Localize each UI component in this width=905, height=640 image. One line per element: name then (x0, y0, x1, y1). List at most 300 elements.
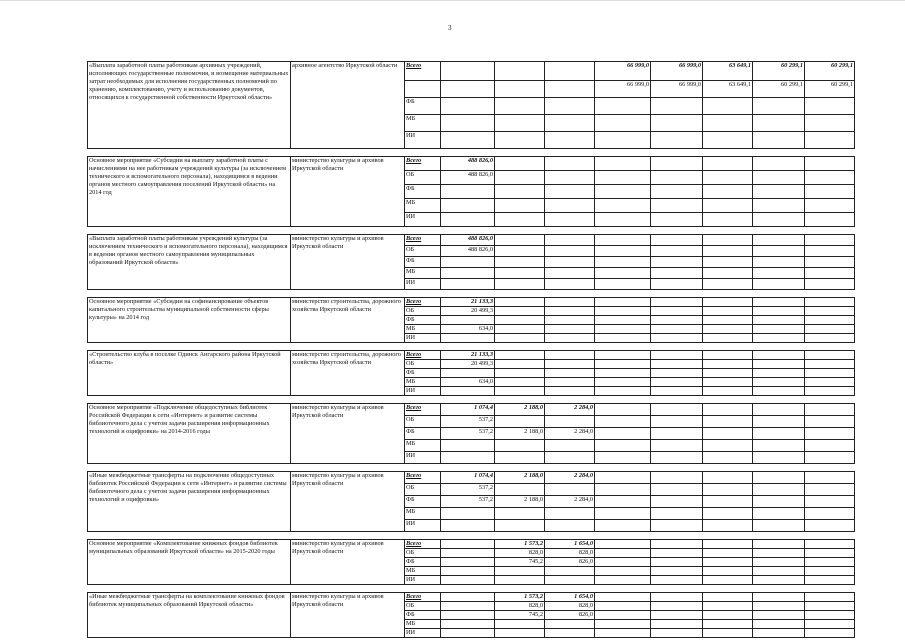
table-row (88, 62, 855, 81)
amount-cell (703, 171, 753, 185)
funding-source-label: ФБ (405, 316, 441, 325)
amount-cell (651, 416, 703, 428)
amount-cell (703, 378, 753, 387)
amount-cell (651, 520, 703, 532)
amount-cell: 537,2 (441, 496, 495, 508)
spacer-cell (805, 290, 855, 298)
amount-cell (805, 279, 855, 290)
amount-cell (753, 279, 805, 290)
funding-source-label: ФБ (405, 257, 441, 268)
amount-cell (545, 620, 595, 629)
amount-cell (595, 98, 651, 115)
amount-cell (651, 98, 703, 115)
amount-cell (703, 629, 753, 638)
amount-cell (703, 452, 753, 464)
amount-cell (545, 440, 595, 452)
amount-cell: 66 999,0 (595, 81, 651, 98)
amount-cell (703, 115, 753, 132)
amount-cell (545, 307, 595, 316)
amount-cell (441, 369, 495, 378)
amount-cell (651, 472, 703, 484)
amount-cell (703, 472, 753, 484)
table-row (88, 593, 855, 602)
amount-cell (651, 307, 703, 316)
spacer-cell (595, 290, 651, 298)
amount-cell (545, 334, 595, 343)
amount-cell (651, 404, 703, 416)
amount-cell (753, 268, 805, 279)
funding-source-label: Всего (405, 472, 441, 484)
amount-cell (441, 540, 495, 549)
spacer-cell (805, 464, 855, 472)
amount-cell (595, 246, 651, 257)
funding-source-label: Всего (405, 298, 441, 307)
amount-cell: 1 074,4 (441, 472, 495, 484)
amount-cell (595, 316, 651, 325)
amount-cell (595, 496, 651, 508)
funding-source-label: ИИ (405, 520, 441, 532)
amount-cell (495, 81, 545, 98)
amount-cell (495, 325, 545, 334)
amount-cell (805, 213, 855, 227)
funding-source-label: ФБ (405, 369, 441, 378)
amount-cell (651, 235, 703, 246)
funding-source-label: МБ (405, 567, 441, 576)
amount-cell (651, 185, 703, 199)
amount-cell (495, 576, 545, 585)
amount-cell (805, 369, 855, 378)
amount-cell: 828,0 (545, 549, 595, 558)
scan-edge (0, 0, 905, 1)
amount-cell: 1 654,0 (545, 540, 595, 549)
amount-cell: 60 299,1 (753, 81, 805, 98)
spacer-cell (88, 464, 291, 472)
group-spacer (88, 149, 855, 157)
amount-cell (595, 387, 651, 396)
amount-cell (441, 316, 495, 325)
amount-cell (545, 279, 595, 290)
amount-cell (651, 279, 703, 290)
amount-cell (495, 452, 545, 464)
spacer-cell (753, 396, 805, 404)
amount-cell (805, 508, 855, 520)
executor-name: министерство культуры и архивов Иркутской области (291, 235, 405, 290)
funding-source-label: МБ (405, 325, 441, 334)
amount-cell (441, 387, 495, 396)
amount-cell (753, 387, 805, 396)
table-row (88, 404, 855, 416)
spacer-cell (291, 532, 405, 540)
amount-cell (651, 540, 703, 549)
amount-cell (703, 213, 753, 227)
amount-cell (441, 199, 495, 213)
spacer-cell (545, 149, 595, 157)
funding-source-label: ИИ (405, 387, 441, 396)
amount-cell (495, 62, 545, 81)
amount-cell (545, 235, 595, 246)
table-row (88, 540, 855, 549)
amount-cell (595, 576, 651, 585)
spacer-cell (595, 227, 651, 235)
amount-cell: 488 826,0 (441, 235, 495, 246)
funding-source-label: ОБ (405, 602, 441, 611)
funding-source-label: ОБ (405, 416, 441, 428)
amount-cell (651, 298, 703, 307)
amount-cell: 745,2 (495, 558, 545, 567)
spacer-cell (405, 396, 441, 404)
spacer-cell (651, 396, 703, 404)
amount-cell (441, 132, 495, 149)
amount-cell (495, 351, 545, 360)
amount-cell (753, 369, 805, 378)
amount-cell: 826,0 (545, 611, 595, 620)
amount-cell (595, 171, 651, 185)
group-spacer (88, 290, 855, 298)
amount-cell (441, 558, 495, 567)
spacer-cell (753, 585, 805, 593)
amount-cell (545, 520, 595, 532)
spacer-cell (405, 343, 441, 351)
spacer-cell (595, 532, 651, 540)
amount-cell (703, 540, 753, 549)
amount-cell (651, 428, 703, 440)
amount-cell (753, 185, 805, 199)
amount-cell (805, 257, 855, 268)
funding-source-label: МБ (405, 620, 441, 629)
amount-cell (495, 98, 545, 115)
funding-source-label: ФБ (405, 611, 441, 620)
amount-cell (595, 360, 651, 369)
spacer-cell (441, 585, 495, 593)
amount-cell (595, 404, 651, 416)
amount-cell (805, 132, 855, 149)
amount-cell (595, 520, 651, 532)
amount-cell (441, 576, 495, 585)
amount-cell (495, 378, 545, 387)
amount-cell (595, 199, 651, 213)
amount-cell (805, 558, 855, 567)
spacer-cell (405, 532, 441, 540)
funding-source-label: МБ (405, 199, 441, 213)
spacer-cell (545, 585, 595, 593)
funding-source-label: ОБ (405, 171, 441, 185)
executor-name: архивное агентство Иркутской области (291, 62, 405, 149)
spacer-cell (291, 464, 405, 472)
spacer-cell (595, 343, 651, 351)
amount-cell (703, 428, 753, 440)
amount-cell (651, 611, 703, 620)
spacer-cell (595, 464, 651, 472)
amount-cell (753, 567, 805, 576)
amount-cell (441, 602, 495, 611)
amount-cell (595, 369, 651, 378)
amount-cell (805, 98, 855, 115)
spacer-cell (545, 290, 595, 298)
amount-cell (595, 508, 651, 520)
amount-cell (753, 611, 805, 620)
amount-cell (545, 157, 595, 171)
amount-cell: 2 284,0 (545, 496, 595, 508)
amount-cell (495, 213, 545, 227)
spacer-cell (88, 532, 291, 540)
spacer-cell (651, 290, 703, 298)
amount-cell (703, 404, 753, 416)
amount-cell (595, 440, 651, 452)
measure-name: Основное мероприятие «Подключение общедоступных библиотек Российской Федерации к сети «Интернет» и развитие системы библиотечного дела с учетом задачи расширения информационных технологий и оцифровки» на 2014-2016 годы (88, 404, 291, 464)
amount-cell: 63 649,1 (703, 62, 753, 81)
amount-cell (753, 360, 805, 369)
amount-cell (753, 351, 805, 360)
amount-cell (753, 629, 805, 638)
spacer-cell (88, 149, 291, 157)
spacer-cell (651, 464, 703, 472)
spacer-cell (753, 149, 805, 157)
funding-source-label (405, 81, 441, 98)
funding-source-label: Всего (405, 404, 441, 416)
amount-cell (703, 268, 753, 279)
spacer-cell (651, 532, 703, 540)
spacer-cell (405, 290, 441, 298)
spacer-cell (405, 464, 441, 472)
amount-cell (703, 369, 753, 378)
amount-cell: 21 133,3 (441, 298, 495, 307)
amount-cell (805, 620, 855, 629)
amount-cell (495, 567, 545, 576)
amount-cell (805, 307, 855, 316)
amount-cell (805, 115, 855, 132)
amount-cell (595, 257, 651, 268)
amount-cell (753, 115, 805, 132)
amount-cell (545, 132, 595, 149)
amount-cell (753, 620, 805, 629)
spacer-cell (753, 227, 805, 235)
funding-source-label: ФБ (405, 185, 441, 199)
spacer-cell (291, 343, 405, 351)
amount-cell (651, 558, 703, 567)
amount-cell (545, 629, 595, 638)
amount-cell (703, 593, 753, 602)
amount-cell (805, 593, 855, 602)
amount-cell (805, 404, 855, 416)
spacer-cell (805, 585, 855, 593)
amount-cell (703, 520, 753, 532)
spacer-cell (703, 290, 753, 298)
amount-cell (595, 213, 651, 227)
spacer-cell (495, 464, 545, 472)
spacer-cell (703, 396, 753, 404)
amount-cell (545, 115, 595, 132)
spacer-cell (595, 585, 651, 593)
amount-cell (441, 81, 495, 98)
amount-cell (753, 307, 805, 316)
amount-cell (651, 378, 703, 387)
amount-cell: 20 499,3 (441, 307, 495, 316)
amount-cell (753, 235, 805, 246)
amount-cell (703, 325, 753, 334)
amount-cell (703, 185, 753, 199)
table-row (88, 298, 855, 307)
funding-source-label: ИИ (405, 279, 441, 290)
amount-cell (545, 325, 595, 334)
amount-cell (545, 378, 595, 387)
amount-cell: 66 999,0 (651, 62, 703, 81)
amount-cell (651, 452, 703, 464)
spacer-cell (291, 585, 405, 593)
amount-cell (651, 199, 703, 213)
amount-cell: 745,2 (495, 611, 545, 620)
amount-cell (805, 472, 855, 484)
amount-cell (805, 235, 855, 246)
amount-cell: 1 074,4 (441, 404, 495, 416)
amount-cell (651, 157, 703, 171)
amount-cell (651, 602, 703, 611)
amount-cell: 60 299,1 (805, 62, 855, 81)
funding-source-label: Всего (405, 540, 441, 549)
amount-cell: 488 826,0 (441, 171, 495, 185)
amount-cell (753, 593, 805, 602)
amount-cell: 21 133,3 (441, 351, 495, 360)
executor-name: министерство строительства, дорожного хозяйства Иркутской области (291, 351, 405, 396)
amount-cell (495, 360, 545, 369)
amount-cell (441, 620, 495, 629)
funding-source-label: МБ (405, 268, 441, 279)
amount-cell: 634,0 (441, 325, 495, 334)
funding-source-label: Всего (405, 157, 441, 171)
amount-cell (753, 246, 805, 257)
funding-source-label: Всего (405, 235, 441, 246)
spacer-cell (88, 227, 291, 235)
amount-cell (703, 246, 753, 257)
group-spacer (88, 464, 855, 472)
amount-cell (545, 316, 595, 325)
amount-cell (441, 549, 495, 558)
executor-name: министерство культуры и архивов Иркутской области (291, 404, 405, 464)
amount-cell (651, 316, 703, 325)
amount-cell: 828,0 (495, 602, 545, 611)
amount-cell (651, 325, 703, 334)
table-row (88, 472, 855, 484)
amount-cell (651, 132, 703, 149)
amount-cell (651, 620, 703, 629)
amount-cell (753, 334, 805, 343)
amount-cell (753, 325, 805, 334)
amount-cell (495, 235, 545, 246)
amount-cell (703, 279, 753, 290)
funding-source-label: ИИ (405, 452, 441, 464)
spacer-cell (495, 227, 545, 235)
amount-cell (441, 279, 495, 290)
amount-cell (805, 549, 855, 558)
measure-name: «Выплата заработной платы работникам архивных учреждений, исполняющих государственные полномочия, и возмещение материальных затрат необходимых для исполнения государственных полномочий по хранению, комплектованию, учету и использованию документов, относящихся к государственной собственности Иркутской области» (88, 62, 291, 149)
group-spacer (88, 532, 855, 540)
spacer-cell (805, 227, 855, 235)
amount-cell (595, 620, 651, 629)
spacer-cell (753, 464, 805, 472)
funding-source-label: ФБ (405, 428, 441, 440)
amount-cell (595, 629, 651, 638)
amount-cell (703, 235, 753, 246)
amount-cell (545, 298, 595, 307)
amount-cell (805, 629, 855, 638)
spacer-cell (495, 290, 545, 298)
amount-cell (651, 387, 703, 396)
amount-cell (545, 268, 595, 279)
amount-cell (805, 378, 855, 387)
amount-cell (651, 246, 703, 257)
spacer-cell (291, 149, 405, 157)
amount-cell (753, 496, 805, 508)
amount-cell (595, 540, 651, 549)
spacer-cell (545, 532, 595, 540)
amount-cell (805, 611, 855, 620)
amount-cell (595, 549, 651, 558)
amount-cell (805, 520, 855, 532)
amount-cell (703, 508, 753, 520)
amount-cell (441, 611, 495, 620)
amount-cell (495, 279, 545, 290)
amount-cell (753, 171, 805, 185)
amount-cell (753, 576, 805, 585)
spacer-cell (753, 290, 805, 298)
amount-cell: 826,0 (545, 558, 595, 567)
spacer-cell (703, 343, 753, 351)
amount-cell (441, 334, 495, 343)
funding-source-label: ОБ (405, 307, 441, 316)
amount-cell (595, 307, 651, 316)
amount-cell (595, 298, 651, 307)
amount-cell: 1 573,2 (495, 540, 545, 549)
amount-cell (651, 171, 703, 185)
amount-cell (495, 298, 545, 307)
spacer-cell (291, 290, 405, 298)
amount-cell (651, 567, 703, 576)
amount-cell (703, 620, 753, 629)
amount-cell (753, 472, 805, 484)
amount-cell (703, 416, 753, 428)
amount-cell (595, 279, 651, 290)
funding-source-label: ИИ (405, 576, 441, 585)
spacer-cell (495, 396, 545, 404)
spacer-cell (805, 396, 855, 404)
amount-cell (651, 593, 703, 602)
amount-cell (703, 307, 753, 316)
amount-cell (545, 185, 595, 199)
amount-cell (495, 620, 545, 629)
funding-source-label: ИИ (405, 132, 441, 149)
amount-cell (595, 235, 651, 246)
amount-cell (805, 298, 855, 307)
funding-source-label: ОБ (405, 484, 441, 496)
spacer-cell (441, 290, 495, 298)
amount-cell (495, 171, 545, 185)
amount-cell: 66 999,0 (595, 62, 651, 81)
amount-cell (495, 369, 545, 378)
executor-name: министерство культуры и архивов Иркутской области (291, 472, 405, 532)
amount-cell (805, 428, 855, 440)
spacer-cell (495, 149, 545, 157)
spacer-cell (595, 149, 651, 157)
spacer-cell (405, 227, 441, 235)
amount-cell (753, 602, 805, 611)
amount-cell (805, 185, 855, 199)
amount-cell (805, 496, 855, 508)
amount-cell (495, 199, 545, 213)
funding-source-label: МБ (405, 378, 441, 387)
amount-cell (753, 440, 805, 452)
spacer-cell (651, 585, 703, 593)
amount-cell: 537,2 (441, 428, 495, 440)
amount-cell: 2 188,0 (495, 496, 545, 508)
